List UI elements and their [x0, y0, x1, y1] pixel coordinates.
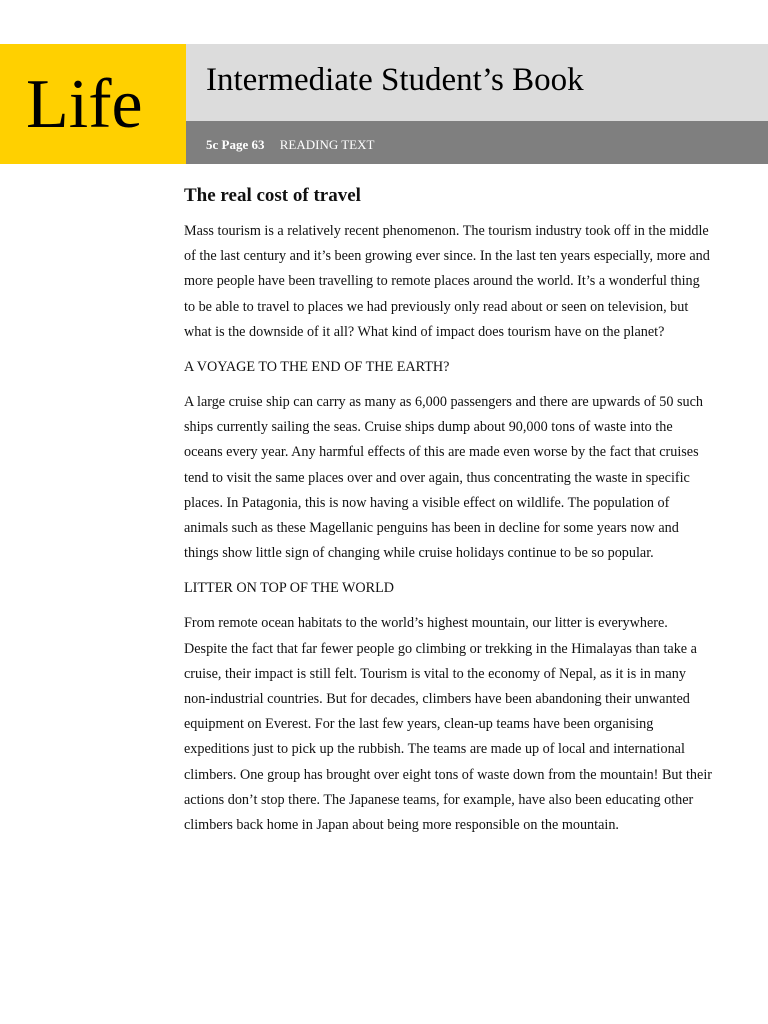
sub-bar	[186, 121, 768, 164]
article	[184, 183, 714, 848]
article-title: The real cost of travel	[184, 185, 361, 206]
sub-header-text	[206, 138, 374, 151]
section-heading-litter: LITTER ON TOP OF THE WORLD	[184, 580, 395, 597]
logo-block	[0, 44, 186, 164]
logo: Life	[26, 66, 143, 143]
title-bar	[186, 44, 768, 121]
page-header	[0, 44, 768, 164]
page-reference: 5c Page 63	[206, 137, 265, 152]
section-body-voyage: A large cruise ship can carry as many as 6,000 passengers and there are upwards of 50 such ships currently sailing the seas. Cruise ships dump about 90,000 tons of waste into the oceans every year. Any harmful effects of this are made even worse by the fact that cruises tend to visit the same places over and over again, thus concentrating the waste in specific places. In Patagonia, this is now having a visible effect on wildlife. The population of animals such as these Magellanic penguins has been in decline for some years now and things show little sign of changing while cruise holidays continue to be so popular.	[184, 394, 703, 562]
intro-paragraph: Mass tourism is a relatively recent phenomenon. The tourism industry took off in the middle of the last century and it’s been growing ever since. In the last ten years especially, more and more people have been travelling to remote places around the world. It’s a wonderful thing to be able to travel to places we had previously only read about or seen on television, but what is the downside of it all? What kind of impact does tourism have on the planet?	[184, 223, 710, 340]
section-label: READING TEXT	[279, 137, 375, 152]
section-body-litter: From remote ocean habitats to the world’s highest mountain, our litter is everywhere. Despite the fact that far fewer people go climbing or trekking in the Himalayas than take a cruise, their impact is still felt. Tourism is vital to the economy of Nepal, as it is in many non-industrial countries. But for decades, climbers have been abandoning their unwanted equipment on Everest. For the last few years, clean-up teams have been organising expeditions just to pick up the rubbish. The teams are made up of local and international climbers. One group has brought over eight tons of waste down from the mountain! But their actions don’t stop there. The Japanese teams, for example, have also been educating other climbers back home in Japan about being more responsible on the mountain.	[184, 615, 712, 834]
book-title: Intermediate Student’s Book	[206, 62, 584, 98]
section-heading-voyage: A VOYAGE TO THE END OF THE EARTH?	[184, 359, 450, 376]
